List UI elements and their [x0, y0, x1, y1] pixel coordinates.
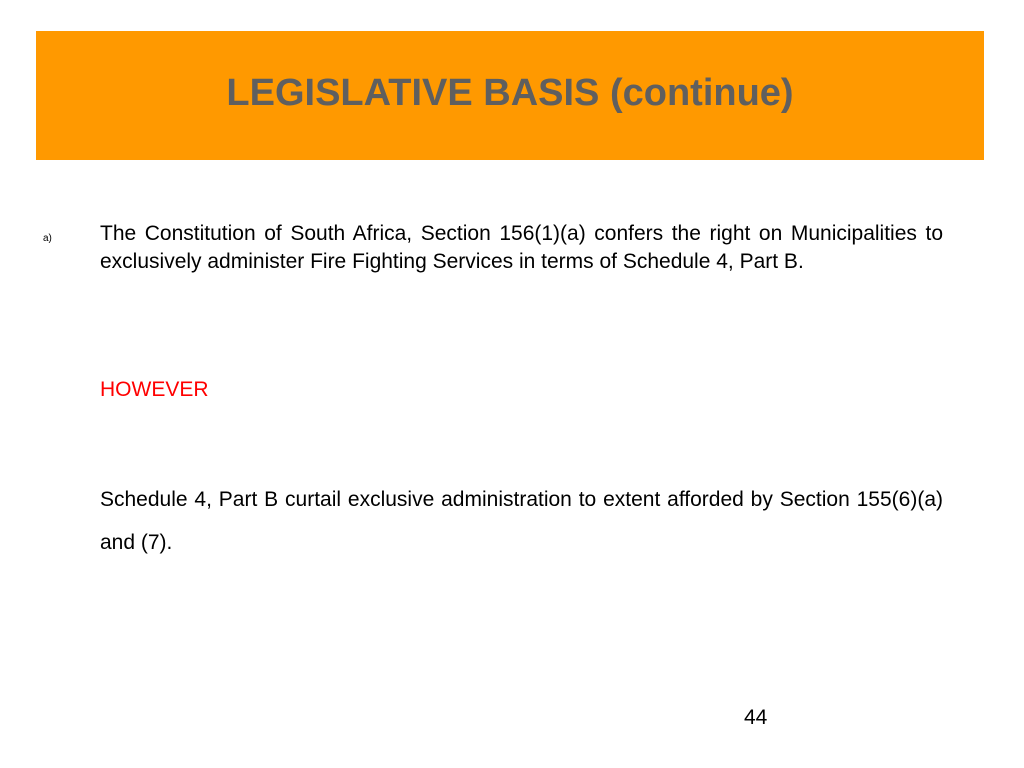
paragraph-schedule: Schedule 4, Part B curtail exclusive administration to extent afforded by Section 155(6)(a) and (7). [100, 488, 943, 554]
list-marker: a) [43, 233, 52, 244]
however-label: HOWEVER [100, 378, 209, 401]
paragraph-constitution: The Constitution of South Africa, Section 156(1)(a) confers the right on Municipalities to exclusively administer Fire Fighting Services in terms of Schedule 4, Part B. [100, 222, 943, 273]
slide-title: LEGISLATIVE BASIS (continue) [226, 72, 794, 114]
page-number: 44 [744, 706, 768, 729]
